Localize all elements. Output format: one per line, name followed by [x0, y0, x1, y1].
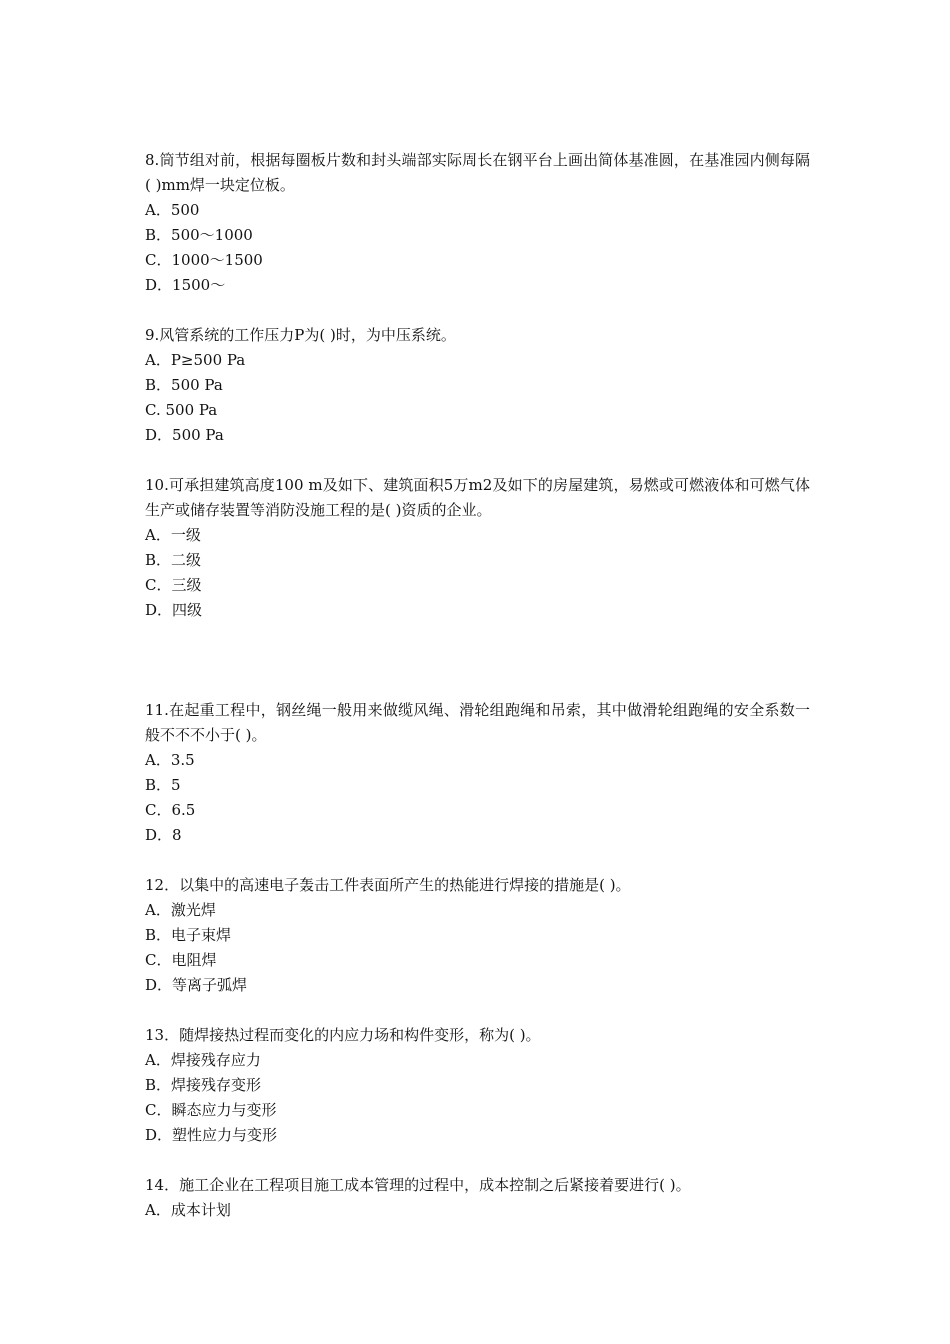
- option-c: C. 500 Pa: [145, 401, 218, 419]
- option-c: C．三级: [145, 576, 202, 594]
- question-13: [145, 1023, 810, 1148]
- question-text: 12．以集中的高速电子轰击工件表面所产生的热能进行焊接的措施是( )。: [145, 876, 631, 894]
- option-b: B．焊接残存变形: [145, 1076, 262, 1094]
- option-a: A．激光焊: [145, 901, 216, 919]
- question-9: [145, 323, 810, 448]
- question-text: 11.在起重工程中，钢丝绳一般用来做缆风绳、滑轮组跑绳和吊索，其中做滑轮组跑绳的安全系数一般不不不小于( )。: [145, 701, 810, 744]
- question-text: 8.筒节组对前，根据每圈板片数和封头端部实际周长在钢平台上画出简体基准圆，在基准园内侧每隔( )mm焊一块定位板。: [145, 151, 810, 194]
- question-11: [145, 698, 810, 848]
- option-a: A．成本计划: [145, 1201, 231, 1219]
- option-a: A．500: [145, 201, 200, 219]
- question-text: 9.风管系统的工作压力P为( )时，为中压系统。: [145, 326, 456, 344]
- question-8: [145, 148, 810, 298]
- option-c: C．1000～1500: [145, 251, 263, 269]
- option-c: C．6.5: [145, 801, 196, 819]
- option-c: C．电阻焊: [145, 951, 217, 969]
- option-a: A．P≥500 Pa: [145, 351, 246, 369]
- question-list: [145, 148, 810, 1248]
- question-12: [145, 873, 810, 998]
- question-text: 14．施工企业在工程项目施工成本管理的过程中，成本控制之后紧接着要进行( )。: [145, 1176, 691, 1194]
- option-d: D．塑性应力与变形: [145, 1126, 278, 1144]
- option-a: A．3.5: [145, 751, 195, 769]
- option-d: D．等离子弧焊: [145, 976, 248, 994]
- option-b: B．电子束焊: [145, 926, 232, 944]
- option-a: A．焊接残存应力: [145, 1051, 261, 1069]
- option-b: B．5: [145, 776, 181, 794]
- option-d: D．四级: [145, 601, 203, 619]
- question-text: 13．随焊接热过程而变化的内应力场和构件变形，称为( )。: [145, 1026, 541, 1044]
- option-b: B．二级: [145, 551, 202, 569]
- option-c: C．瞬态应力与变形: [145, 1101, 277, 1119]
- option-d: D．1500～: [145, 276, 226, 294]
- option-b: B．500～1000: [145, 226, 253, 244]
- question-10: [145, 473, 810, 623]
- option-b: B．500 Pa: [145, 376, 223, 394]
- question-14: [145, 1173, 810, 1223]
- option-a: A．一级: [145, 526, 201, 544]
- option-d: D．500 Pa: [145, 426, 224, 444]
- option-d: D．8: [145, 826, 182, 844]
- question-text: 10.可承担建筑高度100 m及如下、建筑面积5万m2及如下的房屋建筑，易燃或可燃液体和可燃气体生产或储存装置等消防没施工程的是( )资质的企业。: [145, 476, 810, 519]
